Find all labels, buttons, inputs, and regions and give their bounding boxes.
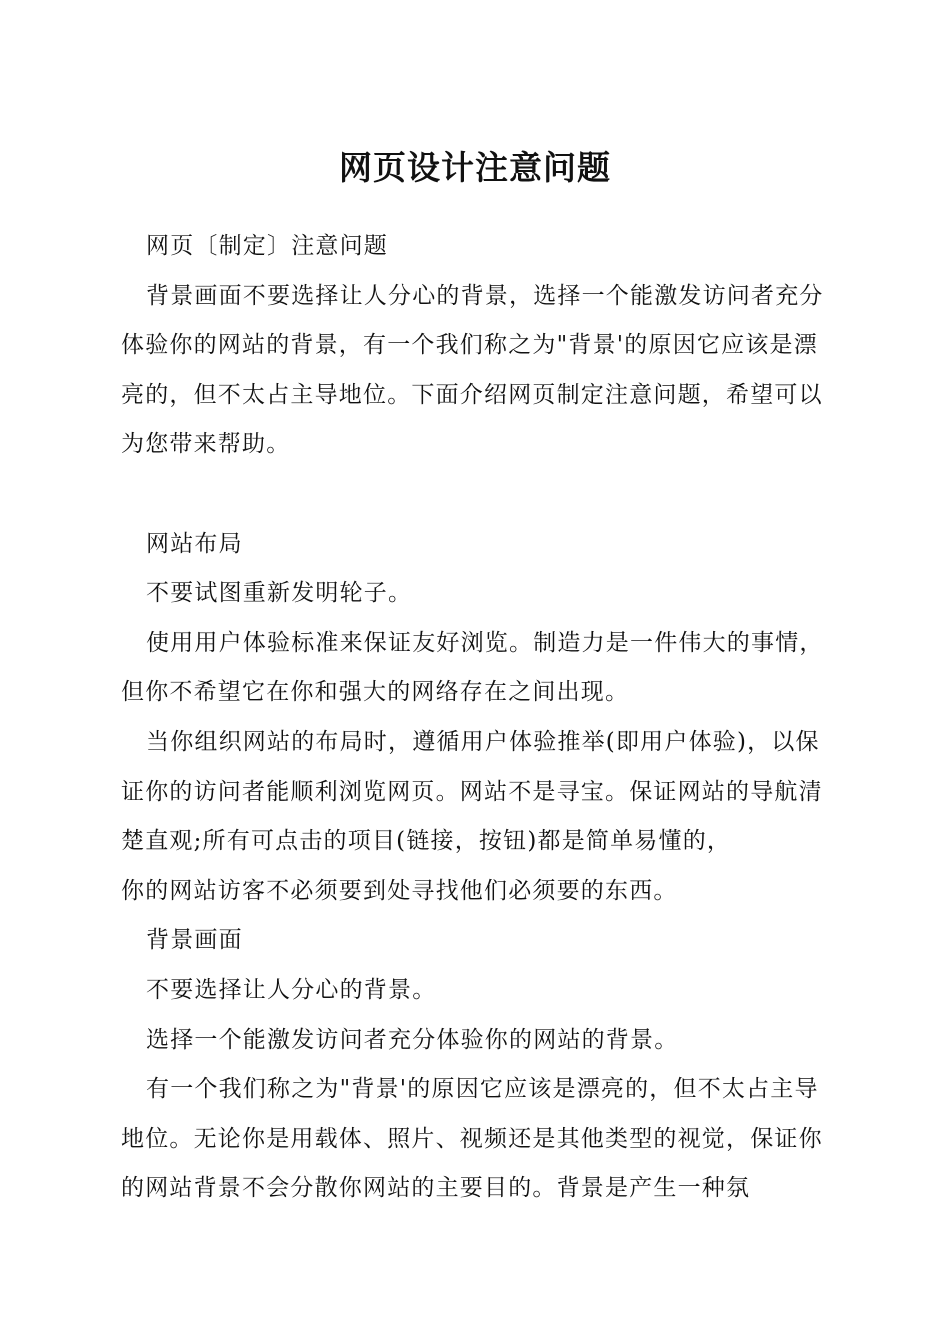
paragraph-spacer — [121, 470, 841, 520]
heading-layout: 网站布局 — [146, 530, 243, 557]
document-body — [121, 222, 841, 1214]
layout-paragraph-3: 当你组织网站的布局时，遵循用户体验推举(即用户体验)，以保证你的访问者能顺利浏览网页。网站不是寻宝。保证网站的导航清楚直观;所有可点击的项目(链接，按钮)都是简单易懂的， — [121, 728, 823, 855]
background-paragraph-2: 选择一个能激发访问者充分体验你的网站的背景。 — [146, 1026, 679, 1053]
background-paragraph-3: 有一个我们称之为"背景'的原因它应该是漂亮的，但不太占主导地位。无论你是用载体、照片、视频还是其他类型的视觉，保证你的网站背景不会分散你网站的主要目的。背景是产生一种氛 — [121, 1076, 823, 1202]
background-paragraph-1: 不要选择让人分心的背景。 — [146, 976, 437, 1003]
layout-paragraph-4: 你的网站访客不必须要到处寻找他们必须要的东西。 — [121, 877, 678, 904]
layout-paragraph-2: 使用用户体验标准来保证友好浏览。制造力是一件伟大的事情，但你不希望它在你和强大的网络存在之间出现。 — [121, 629, 824, 706]
heading-background: 背景画面 — [146, 927, 243, 954]
subtitle-paragraph: 网页〔制定〕注意问题 — [146, 233, 388, 259]
intro-paragraph: 背景画面不要选择让人分心的背景，选择一个能激发访问者充分体验你的网站的背景，有一个我们称之为"背景'的原因它应该是漂亮的，但不太占主导地位。下面介绍网页制定注意问题，希望可以为您带来帮助。 — [121, 282, 824, 458]
document-title: 网页设计注意问题 — [339, 148, 611, 187]
layout-paragraph-1: 不要试图重新发明轮子。 — [146, 580, 413, 607]
